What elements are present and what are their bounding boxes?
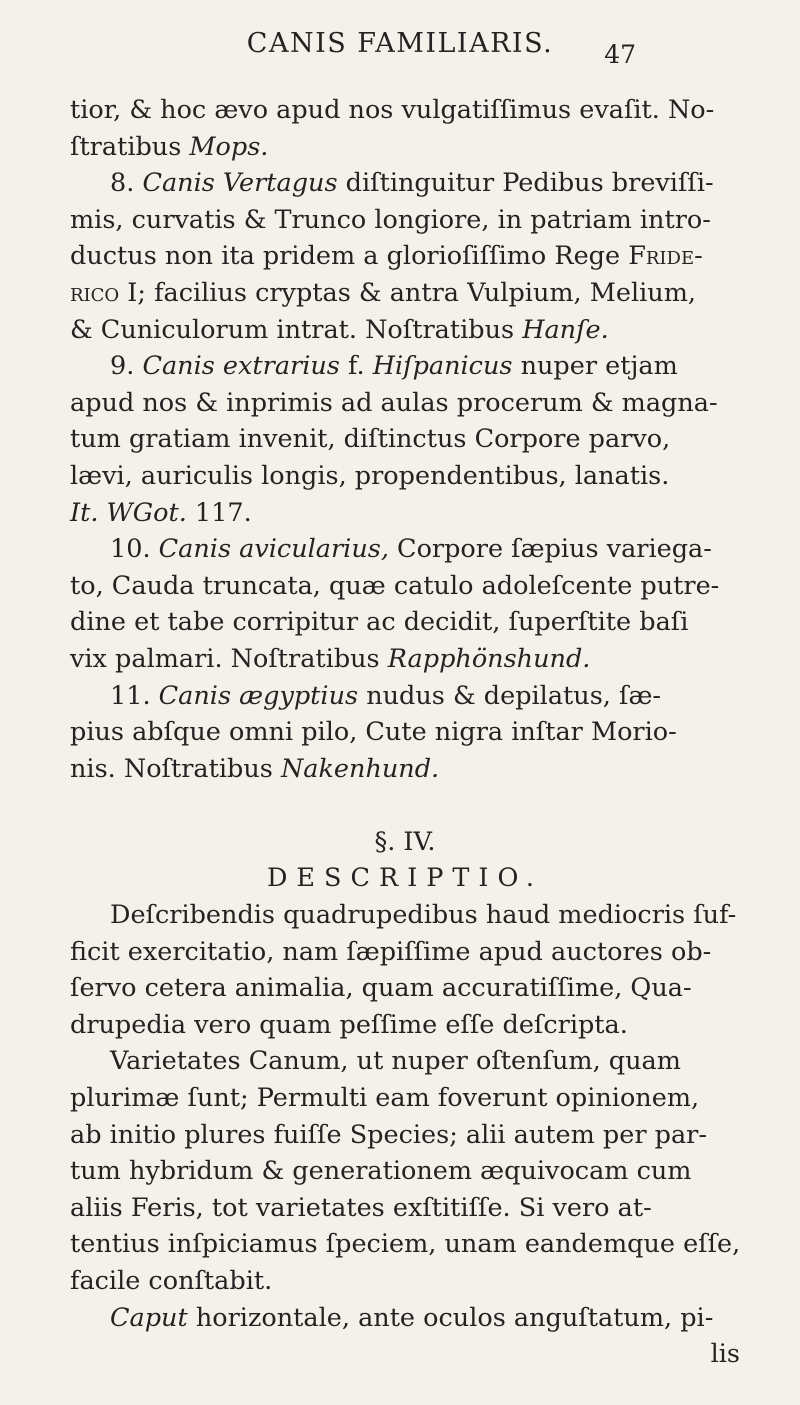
italic-term: Hiſpanicus [372,351,513,382]
section-item-9: 9. Canis extrarius f. Hiſpanicus nuper etjam [110,351,678,382]
text-line: lævi, auriculis longis, propendentibus, lanatis. [70,460,670,491]
section-heading: DESCRIPTIO. [266,863,544,894]
paragraph-start: Caput horizontale, ante oculos anguſtatum, pi- [110,1302,714,1333]
italic-term: Caput [110,1302,188,1333]
text-line: tum hybridum & generationem æquivocam cum [70,1156,692,1187]
small-caps-name: Fride- [628,241,703,272]
section-number: §. IV. [374,826,436,857]
text-line: mis, curvatis & Trunco longiore, in patriam intro- [70,204,711,235]
italic-term: It. WGot. [70,497,187,528]
text-line: vix palmari. Noſtratibus Rapphönshund. [70,643,591,674]
text-line: ductus non ita pridem a glorioſiſſimo Rege Fride- [70,241,703,272]
italic-term: Nakenhund. [280,753,440,784]
page-number: 47 [604,40,636,69]
catchword: lis [710,1339,740,1370]
italic-term: Canis Vertagus [142,168,338,199]
text-line: ſervo cetera animalia, quam accuratiſſime, Qua- [70,973,692,1004]
blank-line [70,787,740,824]
paragraph-start: Deſcribendis quadrupedibus haud mediocris ſuf- [110,900,737,931]
text-line: tior, & hoc ævo apud nos vulgatiſſimus evaſit. No- [70,95,715,125]
italic-term: Mops. [189,131,269,162]
running-head: CANIS FAMILIARIS. [246,28,554,59]
text-line: facile conſtabit. [70,1266,273,1296]
section-item-10: 10. Canis avicularius, Corpore ſæpius variega- [110,534,712,565]
text-line: plurimæ ſunt; Permulti eam foverunt opinionem, [70,1083,700,1114]
text-line: pius abſque omni pilo, Cute nigra inſtar Morio- [70,717,677,748]
text-line: & Cuniculorum intrat. Noſtratibus Hanſe. [70,314,609,345]
italic-term: Canis extrarius [142,351,340,382]
italic-term: Rapphönshund. [387,643,591,674]
small-caps-name: rico [70,277,120,308]
text-line: ab initio plures fuiſſe Species; alii autem per par- [70,1119,707,1150]
text-line: ficit exercitatio, nam ſæpiſſime apud auctores ob- [70,936,712,967]
paragraph-start: Varietates Canum, ut nuper oſtenſum, quam [110,1046,681,1077]
text-line: rico I; facilius cryptas & antra Vulpium, Melium, [70,277,696,308]
text-line: nis. Noſtratibus Nakenhund. [70,753,440,784]
text-line: It. WGot. 117. [70,497,252,528]
text-line: ſtratibus Mops. [70,131,269,162]
body-text [70,92,740,1373]
text-line: to, Cauda truncata, quæ catulo adoleſcente putre- [70,570,720,601]
section-item-11: 11. Canis ægyptius nudus & depilatus, ſæ- [110,680,662,711]
italic-term: Canis avicularius, [158,534,389,565]
text-line: dine et tabe corripitur ac decidit, ſuperſtite baſi [70,607,689,638]
text-line: tentius inſpiciamus ſpeciem, unam eandemque eſſe, [70,1229,741,1260]
italic-term: Canis ægyptius [158,680,359,711]
text-line: aliis Feris, tot varietates exſtitiſſe. Si vero at- [70,1192,652,1223]
text-line: tum gratiam invenit, diſtinctus Corpore parvo, [70,424,671,455]
text-line: apud nos & inprimis ad aulas procerum & magna- [70,387,718,418]
italic-term: Hanſe. [522,314,609,345]
text-line: drupedia vero quam peſſime eſſe deſcripta. [70,1009,628,1040]
section-item-8: 8. Canis Vertagus diſtinguitur Pedibus breviſſi- [110,168,714,199]
